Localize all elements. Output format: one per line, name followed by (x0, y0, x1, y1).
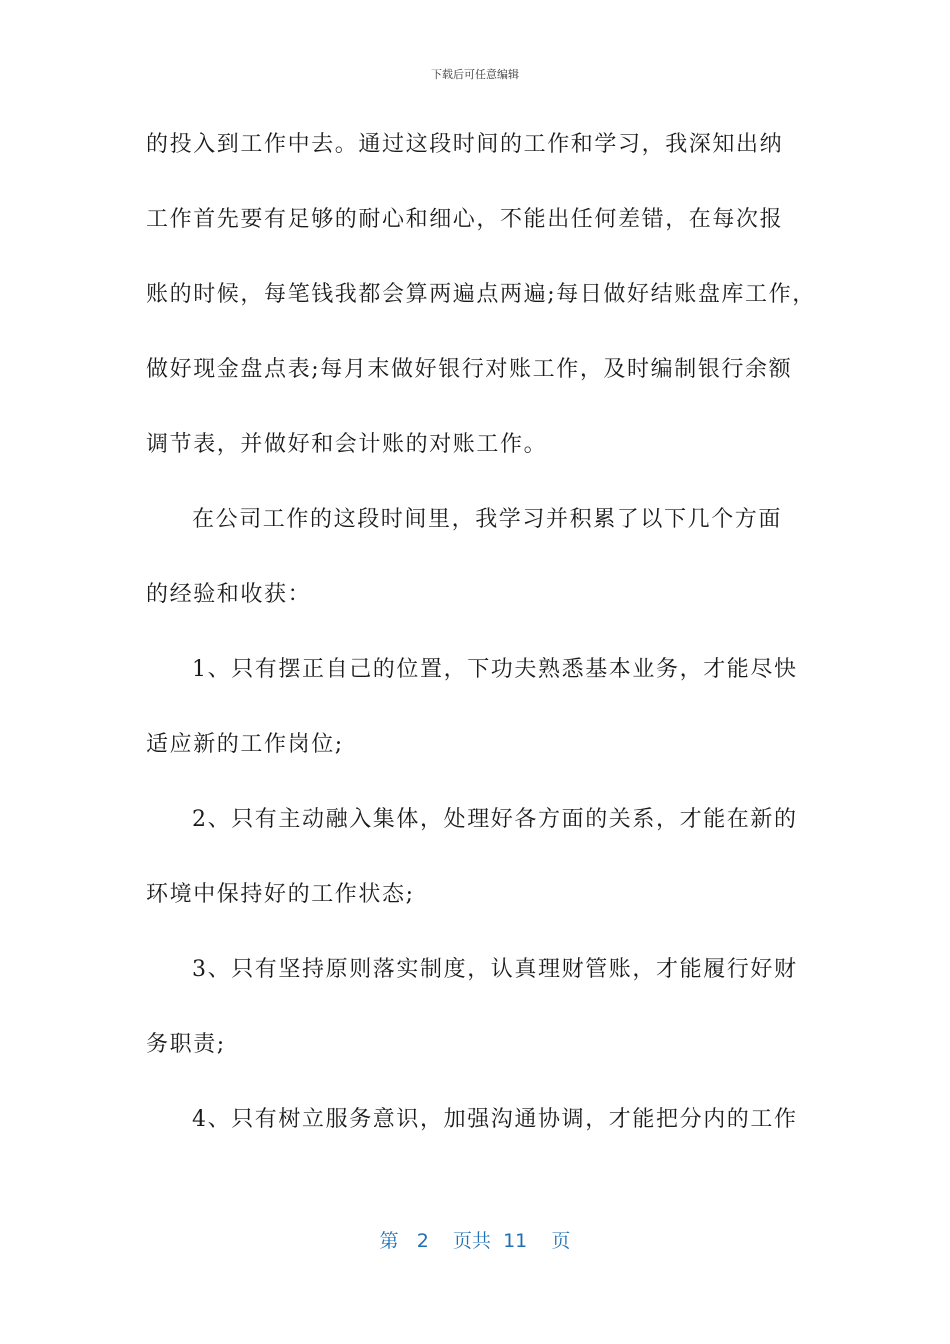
body-line-13: 务职责; (146, 1032, 226, 1057)
body-line-7: 的经验和收获： (146, 582, 312, 607)
header-note: 下载后可任意编辑 (431, 68, 519, 81)
body-line-10: 2、只有主动融入集体，处理好各方面的关系，才能在新的 (192, 807, 798, 832)
body-line-1: 的投入到工作中去。通过这段时间的工作和学习，我深知出纳 (146, 132, 784, 157)
body-line-3: 账的时候，每笔钱我都会算两遍点两遍;每日做好结账盘库工作， (146, 282, 816, 307)
footer-middle: 页共 (452, 1230, 491, 1252)
document-body (146, 124, 826, 1174)
body-line-14: 4、只有树立服务意识，加强沟通协调，才能把分内的工作 (192, 1107, 798, 1132)
page-footer (0, 1226, 950, 1253)
body-line-5: 调节表，并做好和会计账的对账工作。 (146, 432, 548, 457)
footer-suffix: 页 (551, 1230, 571, 1252)
body-line-8: 1、只有摆正自己的位置，下功夫熟悉基本业务，才能尽快 (192, 657, 798, 682)
body-line-12: 3、只有坚持原则落实制度，认真理财管账，才能履行好财 (192, 957, 798, 982)
body-line-6: 在公司工作的这段时间里，我学习并积累了以下几个方面 (192, 507, 783, 532)
body-line-9: 适应新的工作岗位; (146, 732, 344, 757)
body-line-4: 做好现金盘点表;每月末做好银行对账工作，及时编制银行余额 (146, 357, 793, 382)
footer-prefix: 第 (379, 1230, 399, 1252)
footer-total-pages: 11 (503, 1230, 528, 1252)
footer-page-number: 2 (416, 1230, 429, 1252)
body-line-2: 工作首先要有足够的耐心和细心，不能出任何差错，在每次报 (146, 207, 784, 232)
body-line-11: 环境中保持好的工作状态; (146, 882, 415, 907)
